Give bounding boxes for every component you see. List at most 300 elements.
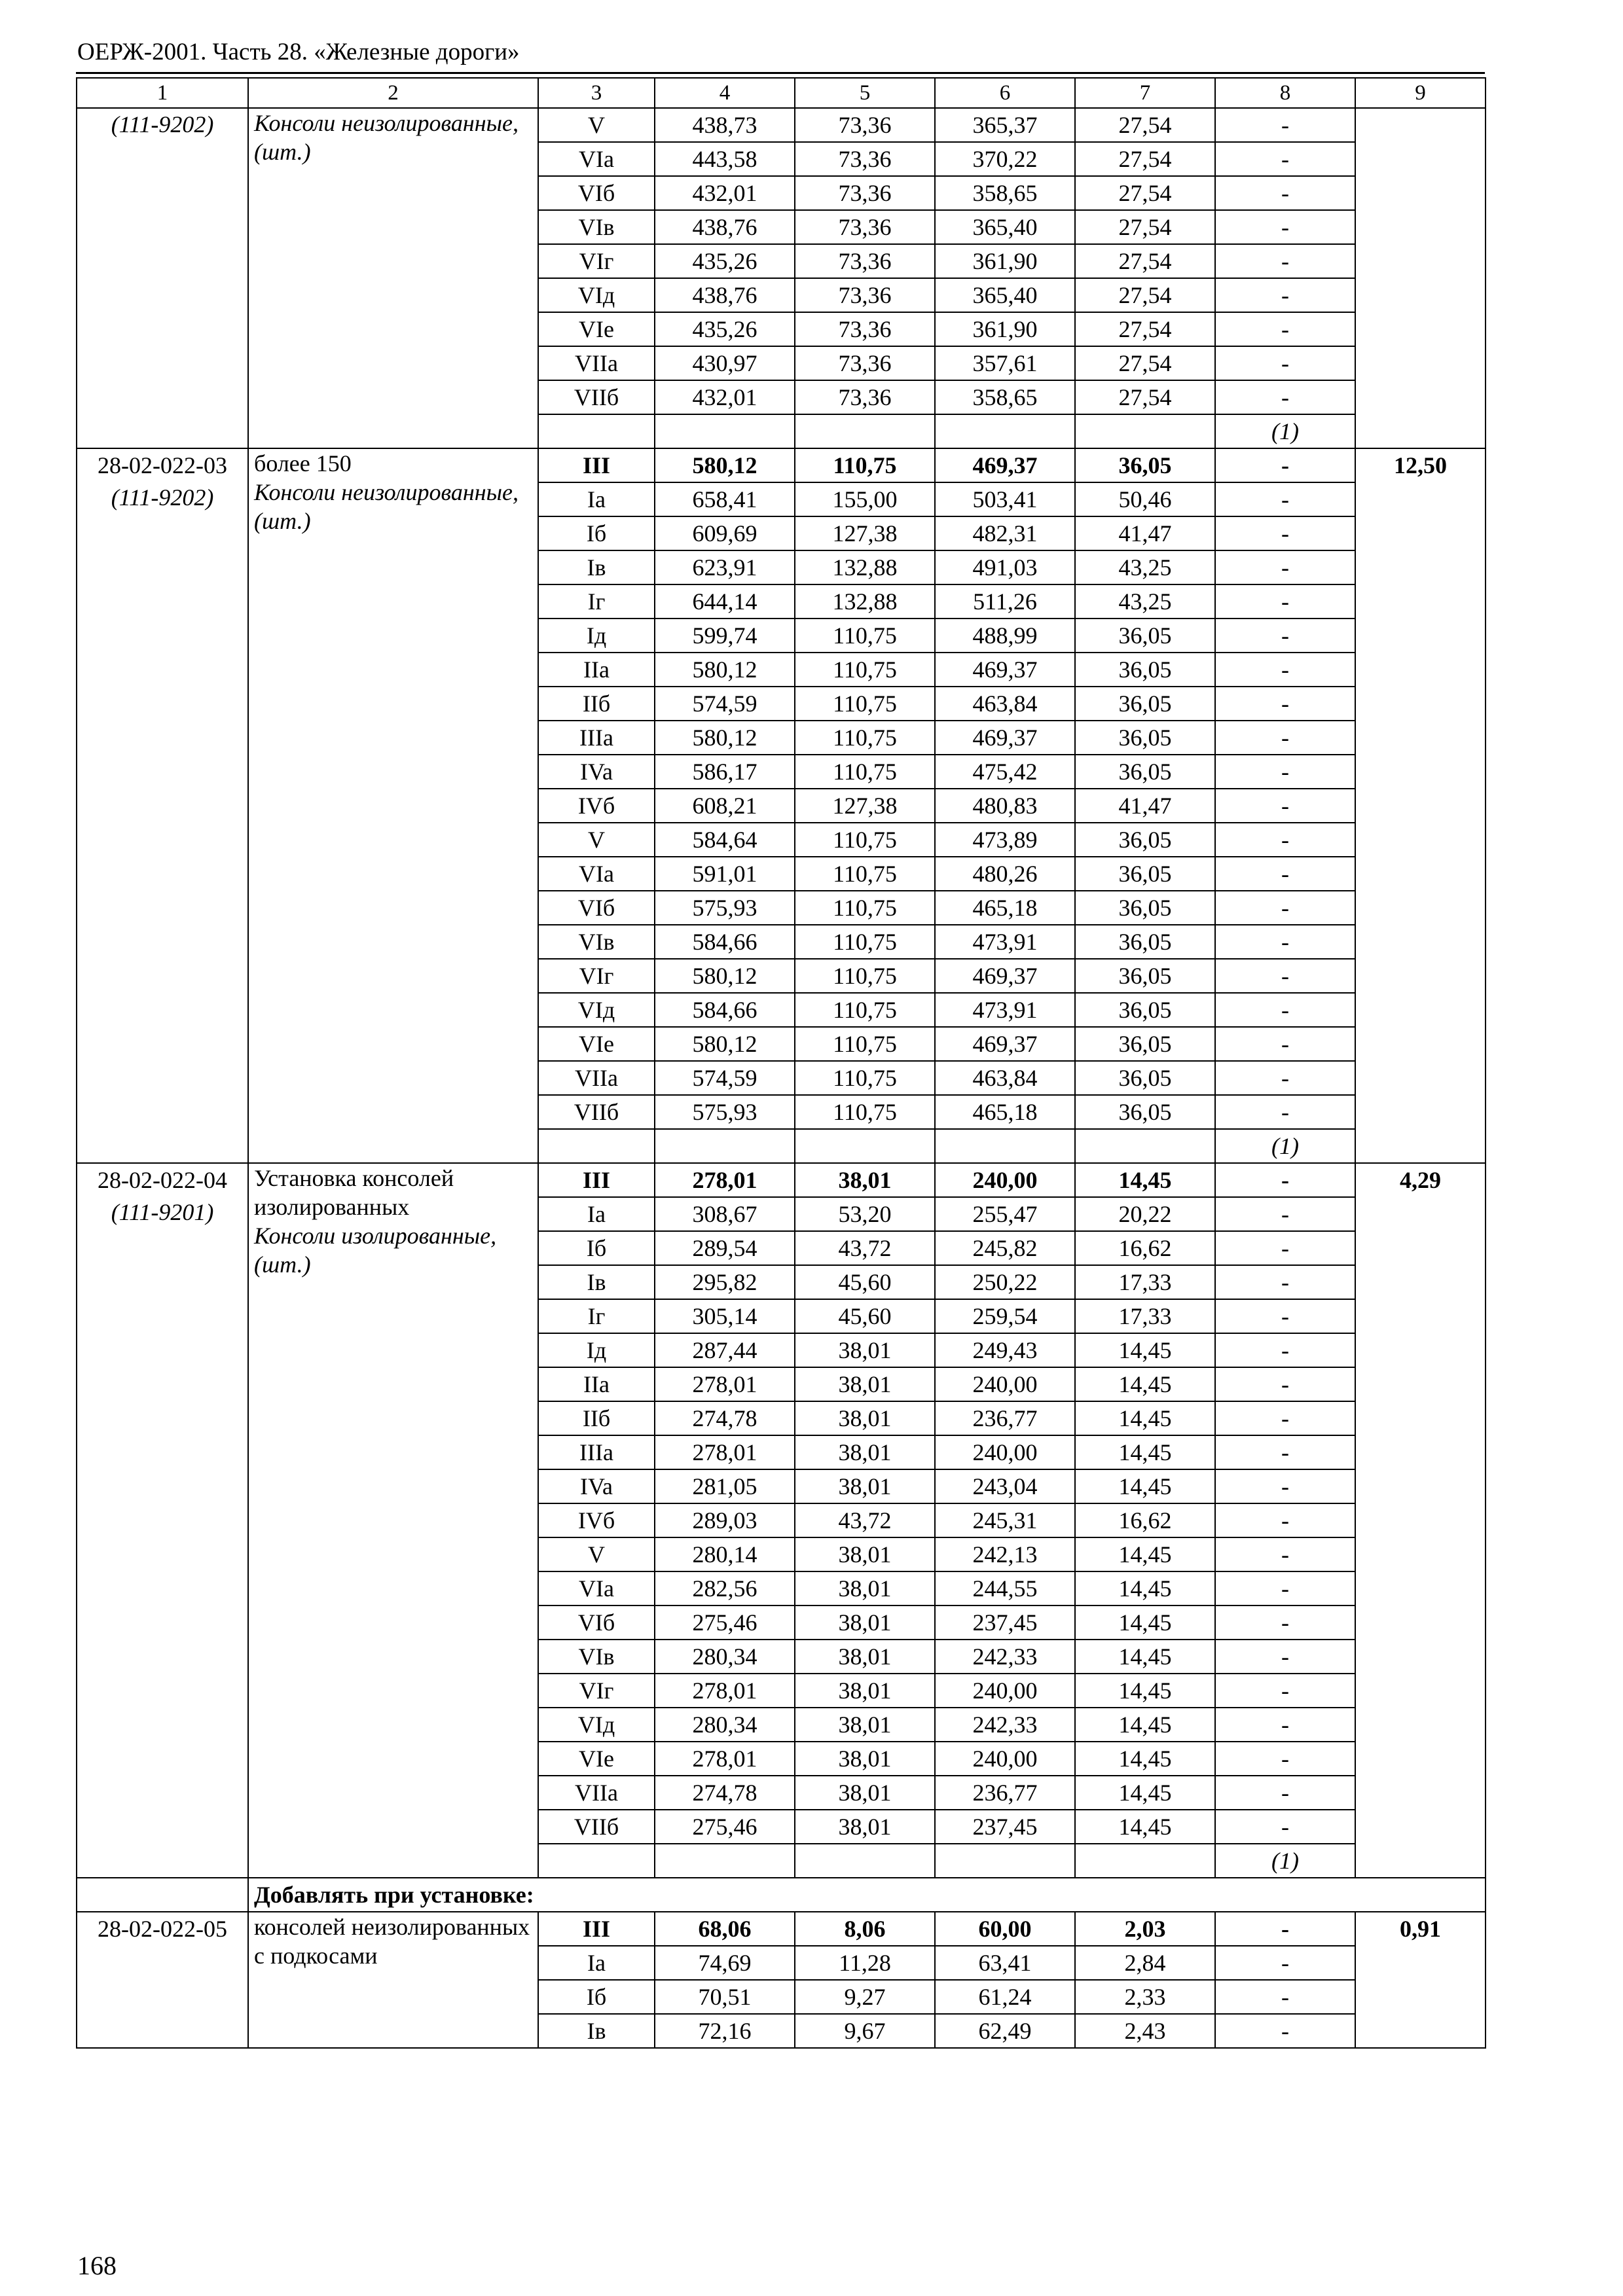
value-cell: 72,16 xyxy=(655,2014,795,2048)
region-cell: V xyxy=(538,1537,655,1571)
resource-name: Консоли неизолированные, (шт.) xyxy=(254,110,519,165)
value-cell: - xyxy=(1215,516,1355,550)
col9-cell: 0,91 xyxy=(1355,1912,1486,2048)
value-cell: 73,36 xyxy=(795,210,935,244)
value-cell: 43,25 xyxy=(1075,550,1215,584)
region-cell: Ia xyxy=(538,1946,655,1980)
value-cell: 20,22 xyxy=(1075,1197,1215,1231)
value-cell: 435,26 xyxy=(655,244,795,278)
value-cell: 14,45 xyxy=(1075,1571,1215,1605)
value-cell: 27,54 xyxy=(1075,244,1215,278)
region-cell: VIa xyxy=(538,1571,655,1605)
value-cell: 480,83 xyxy=(935,789,1075,823)
value-cell: 575,93 xyxy=(655,891,795,925)
value-cell: 361,90 xyxy=(935,312,1075,346)
value-cell: 132,88 xyxy=(795,550,935,584)
value-cell: 237,45 xyxy=(935,1810,1075,1844)
value-cell: - xyxy=(1215,619,1355,653)
value-cell: 110,75 xyxy=(795,653,935,687)
value-cell: 259,54 xyxy=(935,1299,1075,1333)
value-cell: 287,44 xyxy=(655,1333,795,1367)
value-cell: 60,00 xyxy=(935,1912,1075,1946)
region-cell: IIIa xyxy=(538,1435,655,1469)
value-cell: - xyxy=(1215,1061,1355,1095)
value-cell: 599,74 xyxy=(655,619,795,653)
value-cell: 608,21 xyxy=(655,789,795,823)
region-cell: IIб xyxy=(538,687,655,721)
region-cell: IIIa xyxy=(538,721,655,755)
value-cell: 14,45 xyxy=(1075,1469,1215,1503)
value-cell: 70,51 xyxy=(655,1980,795,2014)
value-cell: 38,01 xyxy=(795,1708,935,1742)
rate-code: 28-02-022-03 xyxy=(98,452,227,478)
col9-cell: 4,29 xyxy=(1355,1163,1486,1878)
value-cell: - xyxy=(1215,1197,1355,1231)
value-cell: 110,75 xyxy=(795,619,935,653)
value-cell: 289,03 xyxy=(655,1503,795,1537)
value-cell: - xyxy=(1215,176,1355,210)
value-cell: 14,45 xyxy=(1075,1742,1215,1776)
region-cell: VIIa xyxy=(538,1061,655,1095)
value-cell: 110,75 xyxy=(795,1095,935,1129)
table-row xyxy=(77,1912,1486,1946)
value-cell: 491,03 xyxy=(935,550,1075,584)
empty-cell xyxy=(77,1878,248,1912)
value-cell: 36,05 xyxy=(1075,993,1215,1027)
value-cell: 38,01 xyxy=(795,1810,935,1844)
value-cell: 36,05 xyxy=(1075,448,1215,482)
value-cell: - xyxy=(1215,925,1355,959)
value-cell: 475,42 xyxy=(935,755,1075,789)
rate-code-cell: 28-02-022-05 xyxy=(77,1912,248,2048)
value-cell: 243,04 xyxy=(935,1469,1075,1503)
value-cell: 305,14 xyxy=(655,1299,795,1333)
value-cell: - xyxy=(1215,1231,1355,1265)
value-cell: 45,60 xyxy=(795,1299,935,1333)
region-cell: Iв xyxy=(538,2014,655,2048)
value-cell: - xyxy=(1215,380,1355,414)
value-cell: - xyxy=(1215,1333,1355,1367)
value-cell: - xyxy=(1215,1435,1355,1469)
value-cell: 274,78 xyxy=(655,1776,795,1810)
region-cell: VIд xyxy=(538,278,655,312)
value-cell: 36,05 xyxy=(1075,925,1215,959)
value-cell: - xyxy=(1215,653,1355,687)
region-cell: VIг xyxy=(538,1674,655,1708)
page-header: ОЕРЖ-2001. Часть 28. «Железные дороги» xyxy=(77,39,520,65)
region-cell: VIIa xyxy=(538,1776,655,1810)
resource-code: (111-9202) xyxy=(111,484,214,511)
value-cell: 438,73 xyxy=(655,108,795,142)
rate-name-cell xyxy=(248,448,538,1163)
resource-qty: (1) xyxy=(1215,1129,1355,1163)
value-cell: 240,00 xyxy=(935,1674,1075,1708)
empty-cell xyxy=(935,414,1075,448)
value-cell: 38,01 xyxy=(795,1640,935,1674)
add-heading-row xyxy=(77,1878,1486,1912)
value-cell: 580,12 xyxy=(655,721,795,755)
value-cell: 443,58 xyxy=(655,142,795,176)
value-cell: - xyxy=(1215,1640,1355,1674)
value-cell: 357,61 xyxy=(935,346,1075,380)
value-cell: - xyxy=(1215,312,1355,346)
value-cell: 36,05 xyxy=(1075,1095,1215,1129)
value-cell: 68,06 xyxy=(655,1912,795,1946)
rate-code: 28-02-022-04 xyxy=(98,1167,227,1193)
value-cell: 281,05 xyxy=(655,1469,795,1503)
empty-cell xyxy=(1075,1844,1215,1878)
value-cell: 289,54 xyxy=(655,1231,795,1265)
value-cell: 9,67 xyxy=(795,2014,935,2048)
col9-cell: 12,50 xyxy=(1355,448,1486,1163)
region-cell: IIб xyxy=(538,1401,655,1435)
empty-cell xyxy=(795,1844,935,1878)
value-cell: 358,65 xyxy=(935,380,1075,414)
value-cell: 623,91 xyxy=(655,550,795,584)
value-cell: 275,46 xyxy=(655,1810,795,1844)
value-cell: 278,01 xyxy=(655,1163,795,1197)
region-cell: VIIб xyxy=(538,1095,655,1129)
value-cell: 38,01 xyxy=(795,1401,935,1435)
value-cell: - xyxy=(1215,1265,1355,1299)
value-cell: 73,36 xyxy=(795,380,935,414)
rate-name-cell xyxy=(248,108,538,448)
value-cell: 53,20 xyxy=(795,1197,935,1231)
value-cell: 275,46 xyxy=(655,1605,795,1640)
value-cell: 73,36 xyxy=(795,278,935,312)
resource-qty: (1) xyxy=(1215,414,1355,448)
value-cell: 127,38 xyxy=(795,516,935,550)
value-cell: 463,84 xyxy=(935,1061,1075,1095)
value-cell: 110,75 xyxy=(795,959,935,993)
value-cell: 17,33 xyxy=(1075,1265,1215,1299)
column-number: 8 xyxy=(1215,78,1355,108)
rates-table xyxy=(76,77,1486,2049)
value-cell: - xyxy=(1215,755,1355,789)
value-cell: 586,17 xyxy=(655,755,795,789)
value-cell: 14,45 xyxy=(1075,1605,1215,1640)
value-cell: 9,27 xyxy=(795,1980,935,2014)
value-cell: 580,12 xyxy=(655,959,795,993)
table-row xyxy=(77,108,1486,142)
empty-cell xyxy=(538,1844,655,1878)
value-cell: 2,43 xyxy=(1075,2014,1215,2048)
empty-cell xyxy=(538,1129,655,1163)
value-cell: 574,59 xyxy=(655,1061,795,1095)
value-cell: 473,91 xyxy=(935,925,1075,959)
region-cell: VIв xyxy=(538,925,655,959)
value-cell: 365,40 xyxy=(935,278,1075,312)
value-cell: 469,37 xyxy=(935,721,1075,755)
value-cell: - xyxy=(1215,210,1355,244)
value-cell: 45,60 xyxy=(795,1265,935,1299)
value-cell: 36,05 xyxy=(1075,619,1215,653)
region-cell: VIб xyxy=(538,176,655,210)
value-cell: 465,18 xyxy=(935,891,1075,925)
region-cell: VIд xyxy=(538,1708,655,1742)
value-cell: 282,56 xyxy=(655,1571,795,1605)
value-cell: 658,41 xyxy=(655,482,795,516)
value-cell: 240,00 xyxy=(935,1367,1075,1401)
value-cell: 14,45 xyxy=(1075,1333,1215,1367)
region-cell: Iб xyxy=(538,516,655,550)
value-cell: 38,01 xyxy=(795,1674,935,1708)
value-cell: 250,22 xyxy=(935,1265,1075,1299)
value-cell: 38,01 xyxy=(795,1571,935,1605)
value-cell: 278,01 xyxy=(655,1435,795,1469)
value-cell: 242,13 xyxy=(935,1537,1075,1571)
region-cell: VIв xyxy=(538,210,655,244)
value-cell: - xyxy=(1215,1742,1355,1776)
value-cell: 43,25 xyxy=(1075,584,1215,619)
value-cell: 240,00 xyxy=(935,1742,1075,1776)
region-cell: VIIб xyxy=(538,380,655,414)
value-cell: 36,05 xyxy=(1075,721,1215,755)
value-cell: 36,05 xyxy=(1075,823,1215,857)
value-cell: 14,45 xyxy=(1075,1367,1215,1401)
rate-name-cell xyxy=(248,1163,538,1878)
value-cell: 242,33 xyxy=(935,1640,1075,1674)
value-cell: 255,47 xyxy=(935,1197,1075,1231)
empty-cell xyxy=(935,1844,1075,1878)
value-cell: - xyxy=(1215,346,1355,380)
value-cell: 36,05 xyxy=(1075,1061,1215,1095)
region-cell: III xyxy=(538,448,655,482)
value-cell: 2,03 xyxy=(1075,1912,1215,1946)
empty-cell xyxy=(795,414,935,448)
value-cell: 74,69 xyxy=(655,1946,795,1980)
value-cell: 240,00 xyxy=(935,1435,1075,1469)
empty-cell xyxy=(935,1129,1075,1163)
value-cell: 36,05 xyxy=(1075,687,1215,721)
value-cell: 280,14 xyxy=(655,1537,795,1571)
value-cell: 155,00 xyxy=(795,482,935,516)
col9-cell xyxy=(1355,108,1486,448)
region-cell: Iб xyxy=(538,1980,655,2014)
value-cell: - xyxy=(1215,1946,1355,1980)
value-cell: - xyxy=(1215,959,1355,993)
value-cell: 16,62 xyxy=(1075,1231,1215,1265)
value-cell: 295,82 xyxy=(655,1265,795,1299)
value-cell: 61,24 xyxy=(935,1980,1075,2014)
value-cell: 280,34 xyxy=(655,1708,795,1742)
value-cell: 17,33 xyxy=(1075,1299,1215,1333)
column-number: 4 xyxy=(655,78,795,108)
column-number: 2 xyxy=(248,78,538,108)
value-cell: 244,55 xyxy=(935,1571,1075,1605)
value-cell: 38,01 xyxy=(795,1435,935,1469)
region-cell: VIe xyxy=(538,1742,655,1776)
value-cell: 41,47 xyxy=(1075,789,1215,823)
column-number: 6 xyxy=(935,78,1075,108)
column-number: 1 xyxy=(77,78,248,108)
resource-code: (111-9201) xyxy=(111,1199,214,1225)
value-cell: 110,75 xyxy=(795,823,935,857)
value-cell: 480,26 xyxy=(935,857,1075,891)
value-cell: 38,01 xyxy=(795,1537,935,1571)
value-cell: 574,59 xyxy=(655,687,795,721)
value-cell: 482,31 xyxy=(935,516,1075,550)
region-cell: VIIa xyxy=(538,346,655,380)
value-cell: 73,36 xyxy=(795,176,935,210)
value-cell: 38,01 xyxy=(795,1776,935,1810)
value-cell: 14,45 xyxy=(1075,1674,1215,1708)
value-cell: 365,37 xyxy=(935,108,1075,142)
region-cell: Ia xyxy=(538,482,655,516)
value-cell: 358,65 xyxy=(935,176,1075,210)
empty-cell xyxy=(655,1844,795,1878)
value-cell: 38,01 xyxy=(795,1333,935,1367)
value-cell: - xyxy=(1215,1401,1355,1435)
value-cell: 27,54 xyxy=(1075,142,1215,176)
value-cell: 503,41 xyxy=(935,482,1075,516)
value-cell: 36,05 xyxy=(1075,959,1215,993)
rate-code-cell xyxy=(77,1163,248,1878)
value-cell: - xyxy=(1215,482,1355,516)
value-cell: - xyxy=(1215,687,1355,721)
value-cell: 609,69 xyxy=(655,516,795,550)
value-cell: 36,05 xyxy=(1075,891,1215,925)
value-cell: 27,54 xyxy=(1075,278,1215,312)
column-number: 7 xyxy=(1075,78,1215,108)
value-cell: 110,75 xyxy=(795,1027,935,1061)
region-cell: Iд xyxy=(538,1333,655,1367)
value-cell: 110,75 xyxy=(795,891,935,925)
value-cell: 473,89 xyxy=(935,823,1075,857)
value-cell: 245,31 xyxy=(935,1503,1075,1537)
empty-cell xyxy=(538,414,655,448)
value-cell: 27,54 xyxy=(1075,346,1215,380)
value-cell: 110,75 xyxy=(795,993,935,1027)
value-cell: 280,34 xyxy=(655,1640,795,1674)
rate-name: более 150 xyxy=(254,450,352,476)
value-cell: - xyxy=(1215,2014,1355,2048)
value-cell: 63,41 xyxy=(935,1946,1075,1980)
value-cell: 463,84 xyxy=(935,687,1075,721)
rate-name-cell: консолей неизолированных с подкосами xyxy=(248,1912,538,2048)
value-cell: 36,05 xyxy=(1075,653,1215,687)
region-cell: VIб xyxy=(538,1605,655,1640)
value-cell: 110,75 xyxy=(795,721,935,755)
value-cell: - xyxy=(1215,584,1355,619)
value-cell: 469,37 xyxy=(935,653,1075,687)
value-cell: 110,75 xyxy=(795,857,935,891)
value-cell: 43,72 xyxy=(795,1503,935,1537)
empty-cell xyxy=(655,1129,795,1163)
region-cell: IIa xyxy=(538,1367,655,1401)
value-cell: 2,84 xyxy=(1075,1946,1215,1980)
region-cell: VIe xyxy=(538,1027,655,1061)
region-cell: VIв xyxy=(538,1640,655,1674)
value-cell: 278,01 xyxy=(655,1674,795,1708)
region-cell: Iв xyxy=(538,550,655,584)
column-number-row xyxy=(77,78,1486,108)
value-cell: 27,54 xyxy=(1075,312,1215,346)
value-cell: - xyxy=(1215,721,1355,755)
value-cell: 249,43 xyxy=(935,1333,1075,1367)
value-cell: 430,97 xyxy=(655,346,795,380)
page-number: 168 xyxy=(77,2251,117,2280)
value-cell: - xyxy=(1215,1537,1355,1571)
value-cell: 591,01 xyxy=(655,857,795,891)
value-cell: 432,01 xyxy=(655,380,795,414)
region-cell: Iг xyxy=(538,1299,655,1333)
value-cell: 38,01 xyxy=(795,1469,935,1503)
region-cell: IVa xyxy=(538,755,655,789)
region-cell: IVa xyxy=(538,1469,655,1503)
value-cell: 361,90 xyxy=(935,244,1075,278)
value-cell: 50,46 xyxy=(1075,482,1215,516)
value-cell: 27,54 xyxy=(1075,210,1215,244)
value-cell: 469,37 xyxy=(935,448,1075,482)
value-cell: 242,33 xyxy=(935,1708,1075,1742)
value-cell: 110,75 xyxy=(795,687,935,721)
region-cell: Ia xyxy=(538,1197,655,1231)
region-cell: Iв xyxy=(538,1265,655,1299)
value-cell: 432,01 xyxy=(655,176,795,210)
value-cell: - xyxy=(1215,1027,1355,1061)
value-cell: 11,28 xyxy=(795,1946,935,1980)
value-cell: 14,45 xyxy=(1075,1640,1215,1674)
region-cell: VIг xyxy=(538,244,655,278)
value-cell: - xyxy=(1215,142,1355,176)
value-cell: - xyxy=(1215,244,1355,278)
region-cell: V xyxy=(538,108,655,142)
region-cell: IVб xyxy=(538,789,655,823)
value-cell: 580,12 xyxy=(655,1027,795,1061)
region-cell: VIa xyxy=(538,142,655,176)
region-cell: III xyxy=(538,1163,655,1197)
value-cell: - xyxy=(1215,278,1355,312)
value-cell: - xyxy=(1215,1912,1355,1946)
value-cell: 73,36 xyxy=(795,108,935,142)
value-cell: 274,78 xyxy=(655,1401,795,1435)
value-cell: - xyxy=(1215,1605,1355,1640)
rate-code-cell xyxy=(77,108,248,448)
value-cell: 8,06 xyxy=(795,1912,935,1946)
value-cell: 245,82 xyxy=(935,1231,1075,1265)
value-cell: 16,62 xyxy=(1075,1503,1215,1537)
region-cell: III xyxy=(538,1912,655,1946)
column-number: 9 xyxy=(1355,78,1486,108)
value-cell: 14,45 xyxy=(1075,1537,1215,1571)
region-cell: IIa xyxy=(538,653,655,687)
value-cell: 584,64 xyxy=(655,823,795,857)
value-cell: 14,45 xyxy=(1075,1401,1215,1435)
value-cell: - xyxy=(1215,1810,1355,1844)
value-cell: 465,18 xyxy=(935,1095,1075,1129)
value-cell: 580,12 xyxy=(655,448,795,482)
empty-cell xyxy=(795,1129,935,1163)
empty-cell xyxy=(1075,414,1215,448)
value-cell: 110,75 xyxy=(795,755,935,789)
value-cell: 36,05 xyxy=(1075,857,1215,891)
value-cell: - xyxy=(1215,823,1355,857)
empty-cell xyxy=(1075,1129,1215,1163)
value-cell: 38,01 xyxy=(795,1742,935,1776)
value-cell: 575,93 xyxy=(655,1095,795,1129)
rate-code-cell xyxy=(77,448,248,1163)
value-cell: - xyxy=(1215,1367,1355,1401)
value-cell: 38,01 xyxy=(795,1605,935,1640)
value-cell: 36,05 xyxy=(1075,755,1215,789)
table-row xyxy=(77,1163,1486,1197)
value-cell: - xyxy=(1215,1674,1355,1708)
value-cell: 127,38 xyxy=(795,789,935,823)
header-rule xyxy=(76,72,1485,74)
value-cell: 36,05 xyxy=(1075,1027,1215,1061)
table-row xyxy=(77,448,1486,482)
